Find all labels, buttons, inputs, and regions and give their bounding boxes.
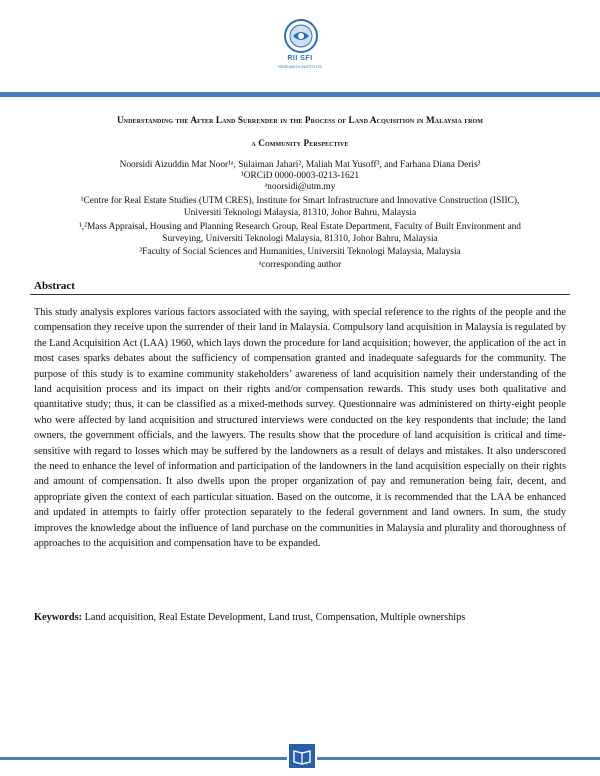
keywords-label: Keywords: bbox=[34, 612, 83, 623]
corresponding-email: ᵃnoorsidi@utm.my bbox=[264, 182, 336, 192]
author-list: Noorsidi Aizuddin Mat Noor¹ᵃ, Sulaiman Jahari², Maliah Mat Yusoff³, and Farhana Diana Deris³ bbox=[119, 160, 481, 170]
affiliation-line: Universiti Teknologi Malaysia, 81310, Johor Bahru, Malaysia bbox=[183, 208, 417, 218]
affiliation-line: ³Faculty of Social Sciences and Humanities, Universiti Teknologi Malaysia, Malaysia bbox=[139, 247, 461, 257]
affiliation-line: ¹,²Mass Appraisal, Housing and Planning Research Group, Real Estate Department, Faculty of Built Environment and bbox=[79, 222, 521, 232]
keywords-list: Land acquisition, Real Estate Development, Land trust, Compensation, Multiple ownerships bbox=[82, 612, 466, 623]
keywords bbox=[34, 612, 566, 623]
affiliation-line: ¹Centre for Real Estate Studies (UTM CRES), Institute for Smart Infrastructure and Innovative Construction (ISIIC), bbox=[80, 196, 520, 206]
globe-icon bbox=[279, 18, 323, 70]
logo-subtitle: RESEARCH INSTITUTE bbox=[277, 64, 322, 69]
header-rule bbox=[0, 92, 600, 97]
abstract-heading: Abstract bbox=[34, 280, 75, 292]
paper-title-line-2: a Community Perspective bbox=[251, 138, 349, 148]
orcid: ¹ORCiD 0000-0003-0213-1621 bbox=[240, 171, 360, 181]
abstract-top-rule bbox=[30, 294, 570, 295]
paper-title-line-1: Understanding the After Land Surrender in the Process of Land Acquisition in Malaysia from bbox=[116, 115, 484, 125]
book-icon bbox=[287, 742, 317, 770]
logo-name: RII SFI bbox=[287, 55, 313, 62]
abstract-body: This study analysis explores various factors associated with the saying, with special reference to the rights of the people and the compensation they receive upon the surrender of their land in Malaysia. Compulsory land acquisition in Malaysia is regulated by the Land Acquisition Act (LAA) 1960, which lays down the procedure for land acquisition; however, the application of the act in most cases sparks debates about the sufficiency of compensation granted and inadequate safeguards for the community. The purpose of this study is to examine community stakeholders’ awareness of land acquisition namely their understanding of the land acquisition process and its impact on their rights and/or compensation rewards. This study uses both qualitative and quantitative study; thus, it can be classified as a mixed-methods survey. Questionnaire was administered on thirty-eight people who were affected by land acquisition and structured interviews were conducted on the key respondents that include; the land owners, the government officials, and the lawyers. The results show that the procedure of land acquisition is critical and time-sensitive with regard to losses which may be suffered by the landowners as a result of delays and mistakes. It also underscored the need to enhance the level of information and participation of the landowners in the land acquisition especially on their rights and amount of compensation. It also dwells upon the proper organization of pay and remuneration being fair, decent, and appropriate given the context of each particular situation. Based on the outcome, it is recommended that the LAA be enhanced and updated in attempts to fairly offer protection separately to the federal government and land owners. In sum, the study improves the knowledge about the influence of land purchase on the communities in Malaysia and plurality and thoroughness of approaches to the acquisition and compensation have to be expanded. bbox=[34, 307, 566, 550]
affiliation-line: Surveying, Universiti Teknologi Malaysia, 81310, Johor Bahru, Malaysia bbox=[162, 234, 438, 244]
corresponding-note: ᵃcorresponding author bbox=[258, 260, 342, 270]
